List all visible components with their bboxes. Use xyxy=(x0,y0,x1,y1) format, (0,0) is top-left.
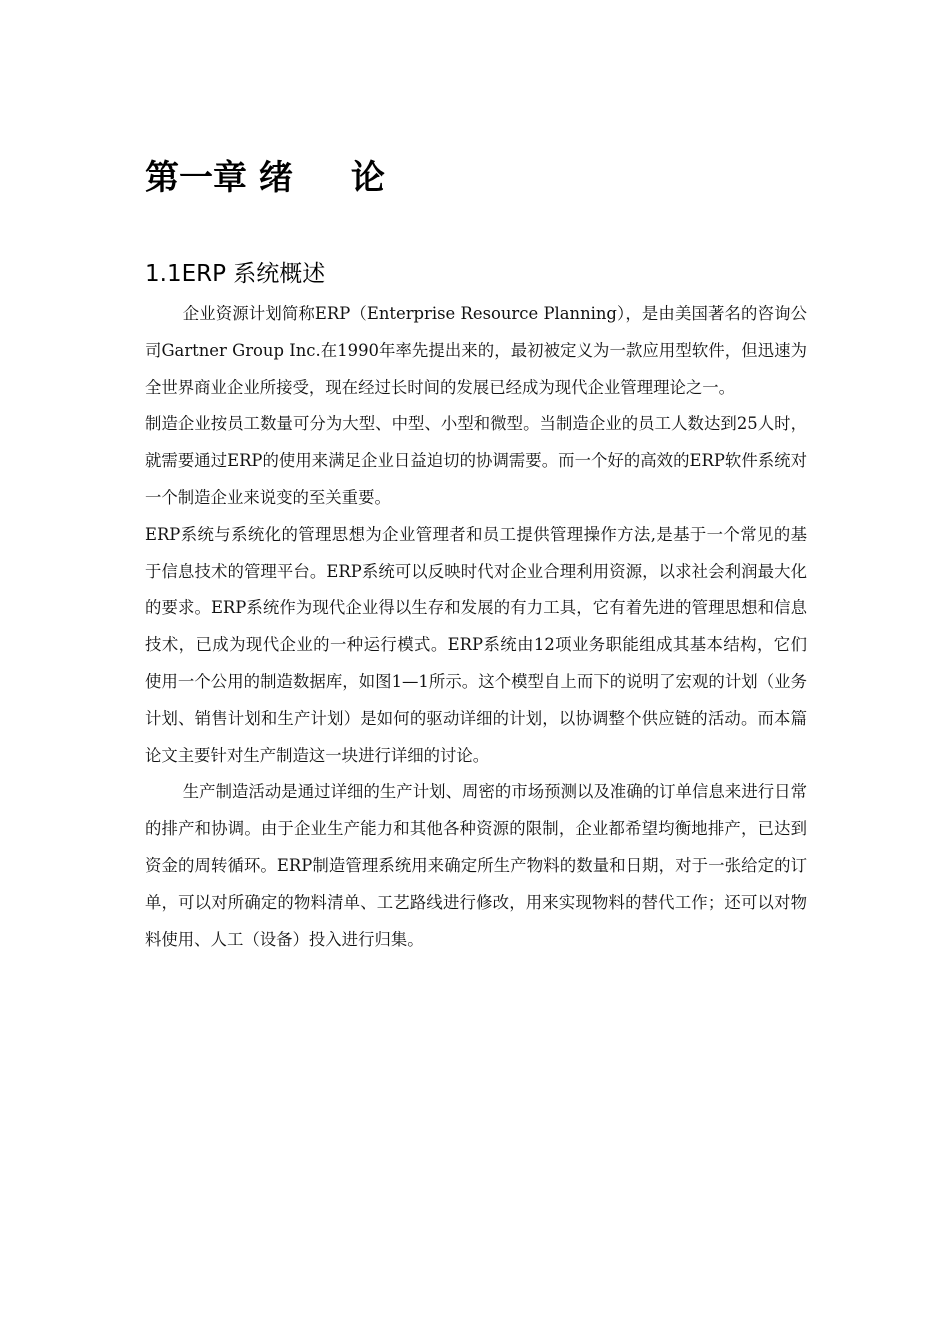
section-title: 1.1ERP 系统概述 xyxy=(145,261,326,287)
chapter-title xyxy=(145,152,385,204)
chapter-number: 第一章 xyxy=(145,158,247,198)
paragraph-erp-definition: 企业资源计划简称ERP（Enterprise Resource Planning），是由美国著名的咨询公司Gartner Group Inc.在1990年率先提出来的，最初被定义为一款应用型软件，但迅速为全世界商业企业所接受，现在经过长时间的发展已经成为现代企业管理理论之一。 xyxy=(145,304,807,397)
paragraph-erp-system: ERP系统与系统化的管理思想为企业管理者和员工提供管理操作方法,是基于一个常见的基于信息技术的管理平台。ERP系统可以反映时代对企业合理利用资源，以求社会利润最大化的要求。ERP系统作为现代企业得以生存和发展的有力工具，它有着先进的管理思想和信息技术，已成为现代企业的一种运行模式。ERP系统由12项业务职能组成其基本结构，它们使用一个公用的制造数据库，如图1—1所示。这个模型自上而下的说明了宏观的计划（业务计划、销售计划和生产计划）是如何的驱动详细的计划，以协调整个供应链的活动。而本篇论文主要针对生产制造这一块进行详细的讨论。 xyxy=(145,524,807,765)
paragraph-production: 生产制造活动是通过详细的生产计划、周密的市场预测以及准确的订单信息来进行日常的排产和协调。由于企业生产能力和其他各种资源的限制，企业都希望均衡地排产，已达到资金的周转循环。ERP制造管理系统用来确定所生产物料的数量和日期，对于一张给定的订单，可以对所确定的物料清单、工艺路线进行修改，用来实现物料的替代工作；还可以对物料使用、人工（设备）投入进行归集。 xyxy=(145,782,807,949)
chapter-title-char-1: 绪 xyxy=(258,158,293,198)
chapter-title-char-2: 论 xyxy=(350,158,385,198)
paragraph-enterprise-size: 制造企业按员工数量可分为大型、中型、小型和微型。当制造企业的员工人数达到25人时，就需要通过ERP的使用来满足企业日益迫切的协调需要。而一个好的高效的ERP软件系统对一个制造企业来说变的至关重要。 xyxy=(145,414,807,507)
document-body xyxy=(145,296,807,958)
